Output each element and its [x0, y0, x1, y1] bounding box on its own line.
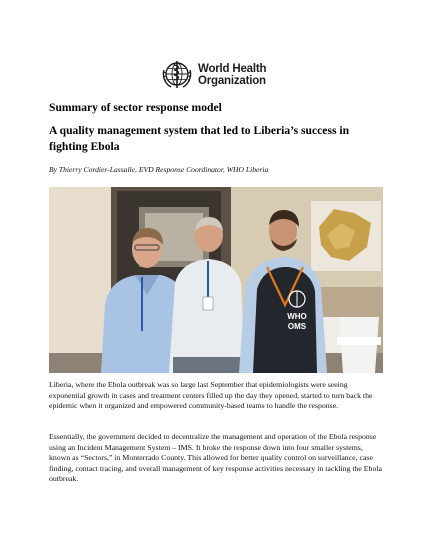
photo-illustration: [49, 187, 383, 373]
logo-line-2: Organization: [198, 75, 266, 87]
vest-text-who: WHO: [287, 312, 307, 321]
paragraph-2: Essentially, the government decided to decentralize the management and operation of the Ebola response using an Incident Management System – IMS. It broke the response down into four smaller systems, known as “Sectors,” in Monterrado County. This allowed for better quality control on surveillance, case finding, contact tracing, and overall management of key response activities necessary in tackling the Ebola outbreak.: [49, 432, 382, 484]
who-logo: [160, 56, 272, 94]
vest-text-oms: OMS: [287, 322, 307, 331]
paragraph-1: Liberia, where the Ebola outbreak was so large last September that epidemiologists were seeing exponential growth in cases and treatment centers filled up the day they opened, started to turn back the epidemic when it organized and empowered community-based teams to handle the response.: [49, 380, 373, 411]
article-title: A quality management system that led to Liberia’s success in fighting Ebola: [49, 124, 350, 153]
who-emblem-icon: [160, 58, 194, 92]
summary-heading: Summary of sector response model: [49, 101, 222, 114]
logo-line-1: World Health: [198, 63, 267, 75]
article-photo: [49, 187, 383, 373]
byline: By Thierry Cordier-Lassalle, EVD Response Coordinator, WHO Liberia: [49, 165, 269, 174]
chair: [337, 317, 381, 373]
who-wordmark: [198, 63, 266, 87]
